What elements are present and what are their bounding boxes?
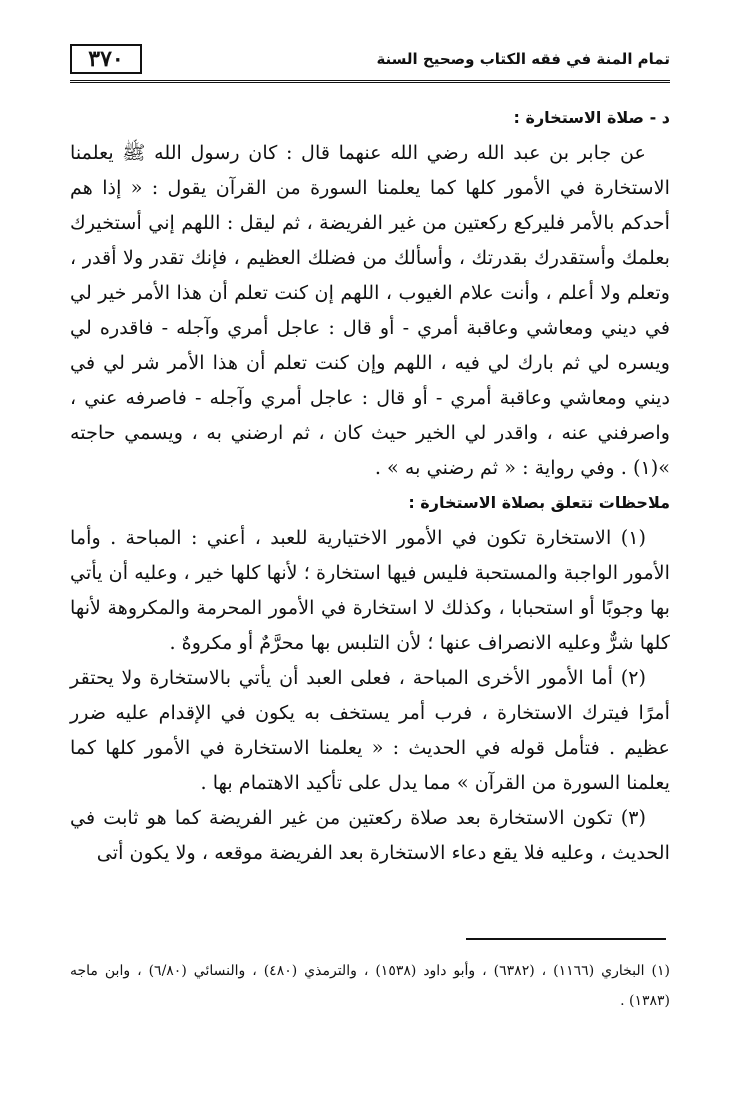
section-heading: د - صلاة الاستخارة : (513, 108, 670, 127)
note-paragraph: (٢) أما الأمور الأخرى المباحة ، فعلى العبد أن يأتي بالاستخارة ولا يحتقر أمرًا فيترك الاستخارة ، فرب أمر يستخف به يكون في الإقدام عليه ضرر عظيم . فتأمل قوله في الحديث : « يعلمنا الاستخارة في الأمور كلها كما يعلمنا السورة من القرآن » مما يدل على تأكيد الاهتمام بها . (70, 666, 670, 794)
page-number: ٣٧٠ (70, 44, 142, 74)
footnote: (١) البخاري (١١٦٦) ، (٦٣٨٢) ، وأبو داود (١٥٣٨) ، والترمذي (٤٨٠) ، والنسائي (٦/٨٠) ، وابن ماجه (١٣٨٣) . (70, 963, 670, 1009)
book-title: تمام المنة في فقه الكتاب وصحيح السنة (376, 50, 670, 68)
note-paragraph: (١) الاستخارة تكون في الأمور الاختيارية للعبد ، أعني : المباحة . وأما الأمور الواجبة والمستحبة فليس فيها استخارة ؛ لأنها كلها خير ، وعليه أن يأتي بها وجوبًا أو استحبابا ، وكذلك لا استخارة في الأمور المحرمة والمكروهة لأنها كلها شرٌّ وعليه الانصراف عنها ؛ لأن التلبس بها محرَّمٌ أو مكروهٌ . (70, 526, 670, 654)
note-paragraph: (٣) تكون الاستخارة بعد صلاة ركعتين من غير الفريضة كما هو ثابت في الحديث ، وعليه فلا يقع دعاء الاستخارة بعد الفريضة موقعه ، ولا يكون أتى (70, 806, 670, 864)
footnote-divider (466, 938, 666, 940)
page-header (70, 40, 670, 83)
notes-heading: ملاحظات تتعلق بصلاة الاستخارة : (408, 493, 670, 512)
main-text (70, 100, 670, 870)
hadith-paragraph: عن جابر بن عبد الله رضي الله عنهما قال : كان رسول الله ﷺ يعلمنا الاستخارة في الأمور كلها كما يعلمنا السورة من القرآن يقول : « إذا هم أحدكم بالأمر فليركع ركعتين من غير الفريضة ، ثم ليقل : اللهم إني أستخيرك بعلمك وأستقدرك بقدرتك ، وأسألك من فضلك العظيم ، فإنك تقدر ولا أقدر ، وتعلم ولا أعلم ، وأنت علام الغيوب ، اللهم إن كنت تعلم أن هذا الأمر خير لي في ديني ومعاشي وعاقبة أمري - أو قال : عاجل أمري وآجله - فاقدره لي ويسره لي ثم بارك لي فيه ، اللهم وإن كنت تعلم أن هذا الأمر شر لي في ديني ومعاشي وعاقبة أمري - أو قال : عاجل أمري وآجله - فاصرفه عني ، واصرفني عنه ، واقدر لي الخير حيث كان ، ثم ارضني به ، ويسمي حاجته »(١) . وفي رواية : « ثم رضني به » . (70, 141, 670, 479)
